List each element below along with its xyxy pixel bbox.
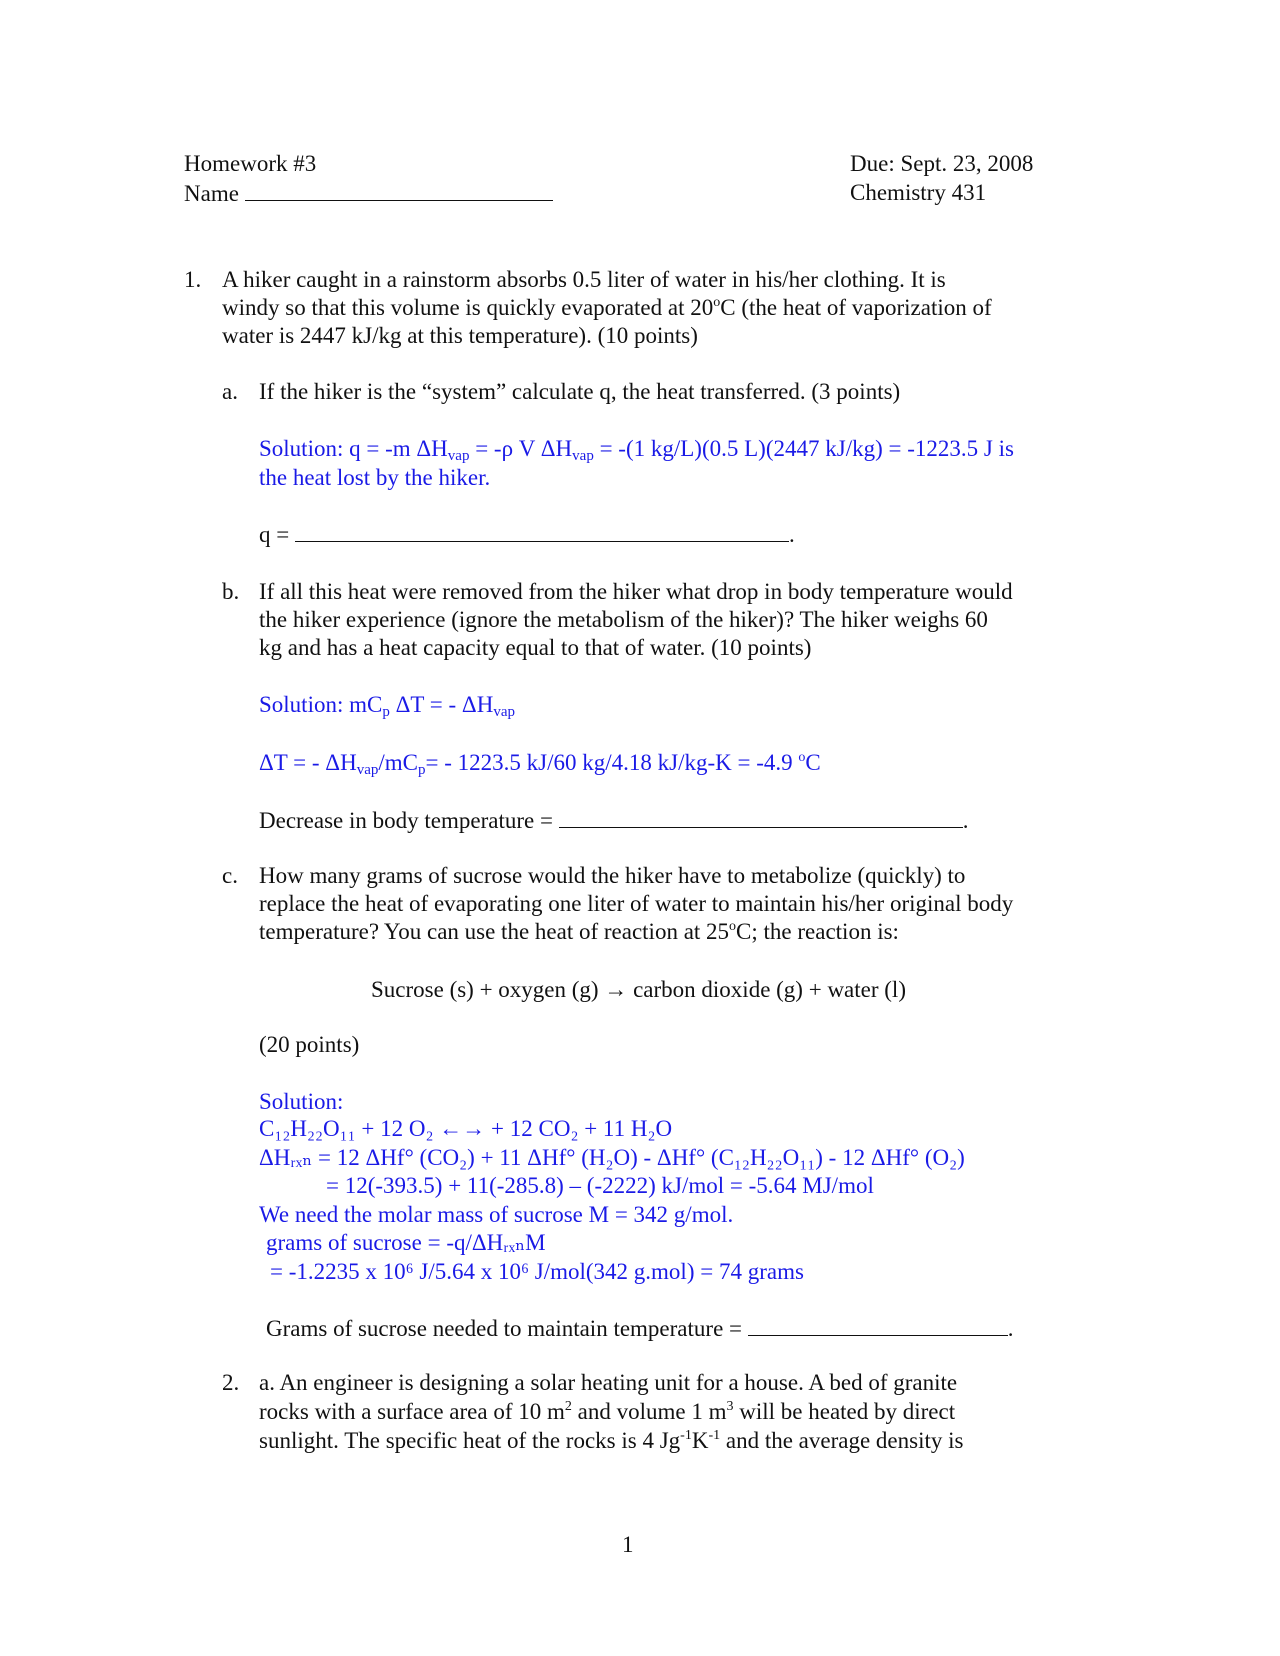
q1b-line-1: If all this heat were removed from the hiker what drop in body temperature would — [259, 579, 1013, 604]
q1c-equation-3: = 12(-393.5) + 11(-285.8) – (-2222) kJ/mol = -5.64 MJ/mol — [326, 1173, 874, 1198]
q1c-equation-1: C₁₂H₂₂O₁₁ + 12 O₂ ←→ + 12 CO₂ + 11 H₂O — [259, 1116, 673, 1141]
q1b-letter: b. — [222, 579, 240, 604]
name-blank — [245, 181, 553, 201]
due-date: Due: Sept. 23, 2008 — [850, 151, 1034, 176]
q1b-line-3: kg and has a heat capacity equal to that of water. (10 points) — [259, 635, 812, 660]
q2-line-3: sunlight. The specific heat of the rocks is 4 $Jg^{-1}K^{-1}$ and the average density is — [259, 1428, 964, 1453]
homework-title: Homework #3 — [184, 151, 317, 176]
q1c-answer-label: Grams of sucrose needed to maintain temperature = — [266, 1316, 742, 1341]
q1c-molar-mass: We need the molar mass of sucrose M = 342 g/mol. — [259, 1202, 734, 1227]
q1c-grams-result: = -1.2235 x 10⁶ J/5.64 x 10⁶ J/mol(342 g.mol) = 74 grams — [270, 1259, 804, 1284]
q1a-solution-line-2: the heat lost by the hiker. — [259, 465, 491, 490]
q1a-answer-blank — [295, 522, 789, 542]
q1-line-2: windy so that this volume is quickly evaporated at 20$^o$C (the heat of vaporization of — [222, 295, 992, 320]
q1b-answer-blank — [559, 808, 963, 828]
q1b-solution-line-2: ΔT = - $\Delta H_{vap}/mC_p= - 1223.5$ kJ/60 kg/4.18 kJ/kg-K = -4.9 $^o$C — [259, 750, 821, 778]
q1a-text: If the hiker is the “system” calculate q, the heat transferred. (3 points) — [259, 379, 901, 404]
name-field — [184, 181, 553, 205]
q2-number: 2. — [222, 1370, 240, 1395]
name-label: Name — [184, 181, 239, 206]
q1c-line-3: temperature? You can use the heat of reaction at 25$^o$C; the reaction is: — [259, 919, 899, 944]
q1b-line-2: the hiker experience (ignore the metabolism of the hiker)? The hiker weighs 60 — [259, 607, 988, 632]
q1c-reaction: Sucrose (s) + oxygen (g) → carbon dioxide (g) + water (l) — [371, 977, 906, 1002]
q1a-solution-line-1: Solution: q = -m $\Delta H_{vap} = -\rho$ V $\Delta H_{vap} = -(1$ kg/L)(0.5 L)(2447 kJ/kg) = -1223.5 J is — [259, 436, 1014, 464]
q1b-solution-line-1: Solution: $mC_p$ ΔT = - $\Delta H_{vap}$ — [259, 692, 515, 720]
q1c-answer-blank — [748, 1316, 1008, 1336]
q1-number: 1. — [184, 267, 202, 292]
q1c-equation-2: ΔHᵣₓₙ = 12 ΔHf° (CO₂) + 11 ΔHf° (H₂O) - ΔHf° (C₁₂H₂₂O₁₁) - 12 ΔHf° (O₂) — [259, 1145, 965, 1170]
q1-line-1: A hiker caught in a rainstorm absorbs 0.5 liter of water in his/her clothing. It is — [222, 267, 946, 292]
q2-line-2: rocks with a surface area of 10 $m^2$ and volume 1 $m^3$ will be heated by direct — [259, 1399, 956, 1424]
q1a-answer: q = . — [259, 522, 795, 547]
q1c-points: (20 points) — [259, 1032, 360, 1057]
q1a-letter: a. — [222, 379, 238, 404]
q1c-grams-formula: grams of sucrose = -q/ΔHᵣₓₙM — [266, 1230, 546, 1255]
q1b-answer-label: Decrease in body temperature = — [259, 808, 553, 833]
q1c-letter: c. — [222, 863, 238, 888]
q1c-line-1: How many grams of sucrose would the hiker have to metabolize (quickly) to — [259, 863, 966, 888]
q1b-answer: Decrease in body temperature = . — [259, 808, 969, 833]
course-name: Chemistry 431 — [850, 180, 987, 205]
page-number: 1 — [622, 1532, 634, 1557]
q1a-answer-label: q = — [259, 522, 290, 547]
q1c-line-2: replace the heat of evaporating one liter of water to maintain his/her original body — [259, 891, 1014, 916]
q1c-solution-label: Solution: — [259, 1089, 344, 1114]
q1-line-3: water is 2447 kJ/kg at this temperature). (10 points) — [222, 323, 698, 348]
q2-line-1: a. An engineer is designing a solar heating unit for a house. A bed of granite — [259, 1370, 958, 1395]
q1c-answer: Grams of sucrose needed to maintain temperature = . — [266, 1316, 1014, 1341]
